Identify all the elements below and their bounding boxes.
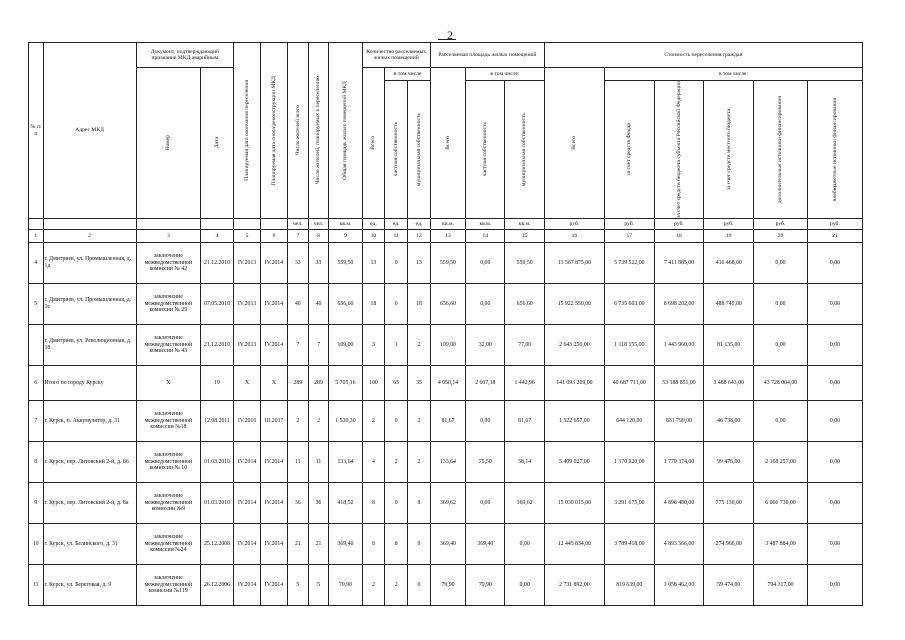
table-cell: ед. — [362, 219, 385, 230]
table-cell: 59 474,00 — [704, 565, 754, 606]
table-cell: 81,67 — [505, 401, 544, 442]
table-cell: 26.12.2006 — [200, 565, 233, 606]
header-cost-region: за счет средств бюджета субъекта Российской Федерации — [654, 81, 704, 219]
table-cell: 21 — [807, 230, 862, 243]
table-cell: 01.03.2010 — [200, 442, 233, 483]
header-address: Адрес МКД — [43, 43, 136, 219]
table-cell: 36 — [308, 483, 329, 524]
table-cell: Итого по городу Курску — [43, 366, 136, 401]
table-cell: 12.08.2011 — [200, 401, 233, 442]
table-cell: 0,00 — [505, 565, 544, 606]
table-cell: 2 — [385, 565, 408, 606]
header-cost-total: Всего — [544, 68, 604, 219]
table-row — [29, 284, 863, 325]
table-cell: 2 168 257,00 — [754, 442, 808, 483]
table-cell: 12 — [408, 230, 431, 243]
table-cell: кв.м. — [430, 219, 465, 230]
table-cell: 819 639,00 — [604, 565, 654, 606]
table-cell: IV.2013 — [234, 284, 261, 325]
table-cell: 0,00 — [754, 401, 808, 442]
table-cell: ед. — [385, 219, 408, 230]
table-cell: 33 — [287, 243, 308, 284]
table-cell: 1 522 657,00 — [544, 401, 604, 442]
table-cell: 0 — [385, 401, 408, 442]
header-rooms-count: Количество расселяемых жилых помещений — [362, 43, 430, 68]
table-cell: 3 — [362, 325, 385, 366]
table-cell: 77,00 — [505, 325, 544, 366]
table-cell: 141 093 209,00 — [544, 366, 604, 401]
table-cell: 0,00 — [807, 483, 862, 524]
table-cell: 15 — [505, 230, 544, 243]
table-cell: 18 — [654, 230, 704, 243]
table-cell: 289 — [308, 366, 329, 401]
header-area-resettled: Расселяемая площадь жилых помещений — [430, 43, 544, 68]
table-cell: 0,00 — [807, 366, 862, 401]
table-cell: 559,50 — [430, 243, 465, 284]
table-row — [29, 524, 863, 565]
table-cell: 5 409 027,00 — [544, 442, 604, 483]
table-cell: 0 — [385, 284, 408, 325]
table-cell: кв.м. — [466, 219, 505, 230]
table-cell: заключение межведомственной комиссии №119 — [136, 565, 200, 606]
table-cell: 1 530,30 — [329, 401, 362, 442]
table-cell — [43, 219, 136, 230]
header-residents-total: Число жителей всего — [287, 43, 308, 219]
table-cell: 21 — [308, 524, 329, 565]
table-cell: 416 468,00 — [704, 243, 754, 284]
table-cell: чел. — [287, 219, 308, 230]
table-cell: 19 — [200, 366, 233, 401]
header-cost-extra: внебюджетные источники финансирования — [807, 81, 862, 219]
table-cell: 5 — [29, 284, 44, 325]
table-cell: 644 120,00 — [604, 401, 654, 442]
table-cell: X — [136, 366, 200, 401]
table-cell: заключение межведомственной комиссии № 42 — [136, 243, 200, 284]
table-cell: 58,14 — [505, 442, 544, 483]
table-cell: 109,00 — [329, 325, 362, 366]
header-document: Документ, подтверждающий признание МКД аварийным — [136, 43, 233, 68]
table-cell: 133,64 — [430, 442, 465, 483]
table-cell: руб. — [754, 219, 808, 230]
header-cost: Стоимость переселения граждан — [544, 43, 862, 68]
table-cell: 6 735 603,00 — [604, 284, 654, 325]
table-cell: X — [234, 366, 261, 401]
table-cell: 15 922 550,00 — [544, 284, 604, 325]
table-cell: 289 — [287, 366, 308, 401]
table-cell: 0 — [385, 483, 408, 524]
header-rooms-private: частная собственность — [385, 81, 408, 219]
header-cost-additional: дополнительные источники финансирования — [754, 81, 808, 219]
table-cell: IV.2014 — [234, 565, 261, 606]
table-cell: 559,50 — [505, 243, 544, 284]
table-cell: 79,90 — [466, 565, 505, 606]
table-cell: 369,40 — [329, 524, 362, 565]
table-row — [29, 243, 863, 284]
table-cell: 07.05.2010 — [200, 284, 233, 325]
table-cell: 831 799,00 — [654, 401, 704, 442]
table-cell: 0,00 — [754, 243, 808, 284]
table-cell: 656,60 — [505, 284, 544, 325]
table-row — [29, 565, 863, 606]
table-cell: руб. — [704, 219, 754, 230]
page-number-underline — [438, 39, 456, 40]
table-cell: 9 — [329, 230, 362, 243]
table-cell: 794 317,00 — [754, 565, 808, 606]
table-cell: 2 — [43, 230, 136, 243]
table-cell: 13 — [362, 243, 385, 284]
table-cell: 8 — [385, 524, 408, 565]
table-cell: 9 — [29, 483, 44, 524]
table-cell: 4 896 480,00 — [654, 483, 704, 524]
table-cell: 4 — [200, 230, 233, 243]
table-cell: 3 789 418,00 — [604, 524, 654, 565]
table-cell: IV.2014 — [261, 284, 288, 325]
table-cell: 100 — [362, 366, 385, 401]
table-cell: 3 — [136, 230, 200, 243]
table-cell: X — [261, 366, 288, 401]
table-cell: 36 — [287, 483, 308, 524]
table-cell: 8 — [308, 230, 329, 243]
header-total-area: Общая площадь жилых помещений МКД — [329, 43, 362, 219]
header-area-private: частная собственность — [466, 81, 505, 219]
table-cell: 4 — [29, 243, 44, 284]
table-cell — [200, 219, 233, 230]
table-cell: 1 370 920,00 — [604, 442, 654, 483]
table-cell: IV.2014 — [261, 565, 288, 606]
table-cell: 5 — [287, 565, 308, 606]
table-cell: 5 — [308, 565, 329, 606]
table-cell: 418,52 — [329, 483, 362, 524]
table-cell: заключение межведомственной комиссии №18 — [136, 401, 200, 442]
table-cell: 0,00 — [466, 243, 505, 284]
table-cell: 65 — [385, 366, 408, 401]
table-cell: 01.03.2010 — [200, 483, 233, 524]
table-cell — [261, 219, 288, 230]
header-area-total: Всего — [430, 68, 465, 219]
table-cell: 5 739 522,00 — [604, 243, 654, 284]
table-cell: IV.2014 — [261, 442, 288, 483]
table-cell: IV.2014 — [261, 483, 288, 524]
table-cell: 7 — [308, 325, 329, 366]
table-cell: 75,50 — [466, 442, 505, 483]
table-row — [29, 483, 863, 524]
table-cell: 46 738,00 — [704, 401, 754, 442]
header-rooms-including: в том числе — [385, 68, 431, 81]
table-cell: г. Курск, пер. Литовский 2-й, д. 8а — [43, 483, 136, 524]
table-cell: 8 — [362, 483, 385, 524]
table-cell: 369,62 — [430, 483, 465, 524]
table-cell: 2 — [385, 442, 408, 483]
header-rooms-municipal: муниципальная собственность — [408, 81, 431, 219]
table-cell: руб. — [604, 219, 654, 230]
table-cell: 369,40 — [466, 524, 505, 565]
table-cell: 775 130,00 — [704, 483, 754, 524]
table-cell: 1 118 155,00 — [604, 325, 654, 366]
table-cell: 2 — [408, 442, 431, 483]
header-doc-date: Дата — [200, 68, 233, 219]
table-cell: III.2017 — [261, 401, 288, 442]
table-cell: 21.12.2010 — [200, 243, 233, 284]
table-cell: 0,00 — [807, 442, 862, 483]
table-cell: 3 291 675,00 — [604, 483, 654, 524]
table-cell: 6 — [261, 230, 288, 243]
table-cell: 25.12.2008 — [200, 524, 233, 565]
table-cell: руб. — [544, 219, 604, 230]
table-cell: 0,00 — [807, 243, 862, 284]
table-cell: 13 — [430, 230, 465, 243]
table-cell: 4 050,14 — [430, 366, 465, 401]
table-cell: 0,00 — [754, 325, 808, 366]
table-cell: 3 488 643,00 — [704, 366, 754, 401]
table-cell: 33 — [308, 243, 329, 284]
table-cell: 7 — [287, 230, 308, 243]
table-cell: 21 — [287, 524, 308, 565]
table-cell: 0,00 — [807, 284, 862, 325]
table-cell: 8 — [29, 442, 44, 483]
table-cell — [29, 219, 44, 230]
table-cell: 274 966,00 — [704, 524, 754, 565]
table-cell: 99 476,00 — [704, 442, 754, 483]
table-cell: 2 — [308, 401, 329, 442]
table-row — [29, 366, 863, 401]
table-cell: 8 — [362, 524, 385, 565]
table-cell: 17 — [604, 230, 654, 243]
table-cell: 18 — [362, 284, 385, 325]
table-cell: г. Дмитриев, ул. Промышленная, д. 1е — [43, 284, 136, 325]
table-cell: 6 066 730,00 — [754, 483, 808, 524]
table-cell: г. Курск, ул. Береговая, д. 9 — [43, 565, 136, 606]
table-cell: 2 643 250,00 — [544, 325, 604, 366]
header-cost-fund: за счет средств Фонда — [604, 81, 654, 219]
table-cell: 19 — [704, 230, 754, 243]
table-cell: 12 445 834,00 — [544, 524, 604, 565]
table-cell: 8 698 202,00 — [654, 284, 704, 325]
table-cell: 488 745,00 — [704, 284, 754, 325]
table-cell: 369,40 — [430, 524, 465, 565]
table-cell: 10 — [29, 524, 44, 565]
table-cell: 14 — [466, 230, 505, 243]
table-cell: 1 — [385, 325, 408, 366]
table-cell: 13 — [408, 243, 431, 284]
table-cell: 40 687 711,00 — [604, 366, 654, 401]
header-cost-local: за счет средств местного бюджета — [704, 81, 754, 219]
header-rooms-total: Всего — [362, 68, 385, 219]
table-cell: 40 — [308, 284, 329, 325]
table-cell: 109,00 — [430, 325, 465, 366]
table-row — [29, 325, 863, 366]
table-cell: 8 — [408, 483, 431, 524]
table-cell: 2 — [408, 401, 431, 442]
table-cell: 35 — [408, 366, 431, 401]
table-cell: 5 705,16 — [329, 366, 362, 401]
table-cell: 1 — [29, 230, 44, 243]
header-residents-planned: Число жителей, планируемых к переселению — [308, 43, 329, 219]
table-cell: IV.2013 — [234, 243, 261, 284]
table-cell: 2 — [408, 325, 431, 366]
header-doc-number: Номер — [136, 68, 200, 219]
table-cell: 2 607,18 — [466, 366, 505, 401]
table-cell: 656,60 — [329, 284, 362, 325]
table-cell: 0 — [408, 524, 431, 565]
table-cell: 10 — [362, 230, 385, 243]
units-row — [29, 219, 863, 230]
table-cell: 0,00 — [466, 401, 505, 442]
table-cell: 7 — [29, 401, 44, 442]
table-cell: 79,90 — [329, 565, 362, 606]
header-area-including: в том числе: — [466, 68, 545, 81]
table-cell: чел. — [308, 219, 329, 230]
table-cell: 133,64 — [329, 442, 362, 483]
table-cell: 2 — [362, 401, 385, 442]
table-cell: г. Курск, пер. Литовский 2-й, д. 86 — [43, 442, 136, 483]
table-cell: 656,60 — [430, 284, 465, 325]
table-cell: 0,00 — [505, 524, 544, 565]
table-cell: 559,50 — [329, 243, 362, 284]
table-cell: 0,00 — [466, 483, 505, 524]
header-cost-including: в том числе: — [604, 68, 862, 81]
table-cell: 79,90 — [430, 565, 465, 606]
table-cell: 18 — [408, 284, 431, 325]
table-cell: г. Дмитриев, ул. Революционная, д. 18 — [43, 325, 136, 366]
table-cell: 1 058 462,00 — [654, 565, 704, 606]
table-cell: 11 — [29, 565, 44, 606]
table-cell: 0,00 — [807, 565, 862, 606]
table-cell: 81 135,00 — [704, 325, 754, 366]
table-cell: г. Курск, ул. Белинского, д. 31 — [43, 524, 136, 565]
table-cell: 0 — [385, 243, 408, 284]
table-cell: IV.2014 — [234, 442, 261, 483]
table-cell: заключение межведомственной комиссии № 29 — [136, 284, 200, 325]
table-cell: 2 731 892,00 — [544, 565, 604, 606]
table-cell: 7 411 885,00 — [654, 243, 704, 284]
table-row — [29, 401, 863, 442]
table-cell: кв.м. — [505, 219, 544, 230]
table-cell: заключение межведомственной комиссии №24 — [136, 524, 200, 565]
table-cell: 11 — [385, 230, 408, 243]
table-cell: 0,00 — [466, 284, 505, 325]
header-planned-end: Планируемая дата окончания переселения — [234, 43, 261, 219]
table-cell: 0,00 — [807, 401, 862, 442]
table-cell: 0,00 — [754, 284, 808, 325]
table-cell: 16 — [544, 230, 604, 243]
page-number: 2 — [447, 28, 453, 42]
header-num: № п/п — [29, 43, 44, 219]
table-cell: 13 567 875,00 — [544, 243, 604, 284]
table-cell: 1 443 960,00 — [654, 325, 704, 366]
table-cell: 4 893 566,00 — [654, 524, 704, 565]
table-cell: 20 — [754, 230, 808, 243]
table-cell: 81,67 — [430, 401, 465, 442]
table-cell: 0,00 — [807, 325, 862, 366]
table-cell: 40 — [287, 284, 308, 325]
table-cell: ед. — [408, 219, 431, 230]
table-cell: 0 — [408, 565, 431, 606]
table-cell: 4 — [362, 442, 385, 483]
table-cell — [136, 219, 200, 230]
table-cell: 15 030 015,00 — [544, 483, 604, 524]
table-cell: 369,62 — [505, 483, 544, 524]
table-cell: 3 487 884,00 — [754, 524, 808, 565]
table-cell: 7 — [287, 325, 308, 366]
table-cell: 6 — [29, 366, 44, 401]
table-cell: 1 770 374,00 — [654, 442, 704, 483]
table-cell: IV.2014 — [261, 243, 288, 284]
table-cell — [234, 219, 261, 230]
table-cell: 1 442,96 — [505, 366, 544, 401]
table-cell: IV.2014 — [261, 325, 288, 366]
table-cell: IV.2016 — [234, 401, 261, 442]
table-cell: 43 728 004,00 — [754, 366, 808, 401]
table-cell: 21.12.2010 — [200, 325, 233, 366]
table-cell: 2 — [362, 565, 385, 606]
table-cell: г. Дмитриев, ул. Промышленная, д. 1д — [43, 243, 136, 284]
column-numbers-row — [29, 230, 863, 243]
table-cell: IV.2014 — [234, 483, 261, 524]
table-cell: кв.м. — [329, 219, 362, 230]
table-cell: 11 — [308, 442, 329, 483]
table-cell — [29, 325, 44, 366]
table-cell: заключение межведомственной комиссии № 43 — [136, 325, 200, 366]
table-cell: IV.2014 — [261, 524, 288, 565]
table-cell: 2 — [287, 401, 308, 442]
table-cell: г. Курск, п. Аккумулятор, д. 31 — [43, 401, 136, 442]
header-planned-demolition: Планируемая дата сноса/реконструкции МКД — [261, 43, 288, 219]
table-cell: 0,00 — [807, 524, 862, 565]
table-cell: руб. — [807, 219, 862, 230]
table-cell: 5 — [234, 230, 261, 243]
table-row — [29, 442, 863, 483]
table-cell: 11 — [287, 442, 308, 483]
table-cell: заключение межведомственной комиссии №9 — [136, 483, 200, 524]
table-cell: заключение межведомственной комиссии № 10 — [136, 442, 200, 483]
table-cell: руб. — [654, 219, 704, 230]
table-cell: IV.2013 — [234, 325, 261, 366]
table-cell: 32,00 — [466, 325, 505, 366]
resettlement-table — [28, 42, 863, 606]
header-area-municipal: муниципальная собственность — [505, 81, 544, 219]
table-cell: IV.2014 — [234, 524, 261, 565]
table-cell: 53 188 851,00 — [654, 366, 704, 401]
